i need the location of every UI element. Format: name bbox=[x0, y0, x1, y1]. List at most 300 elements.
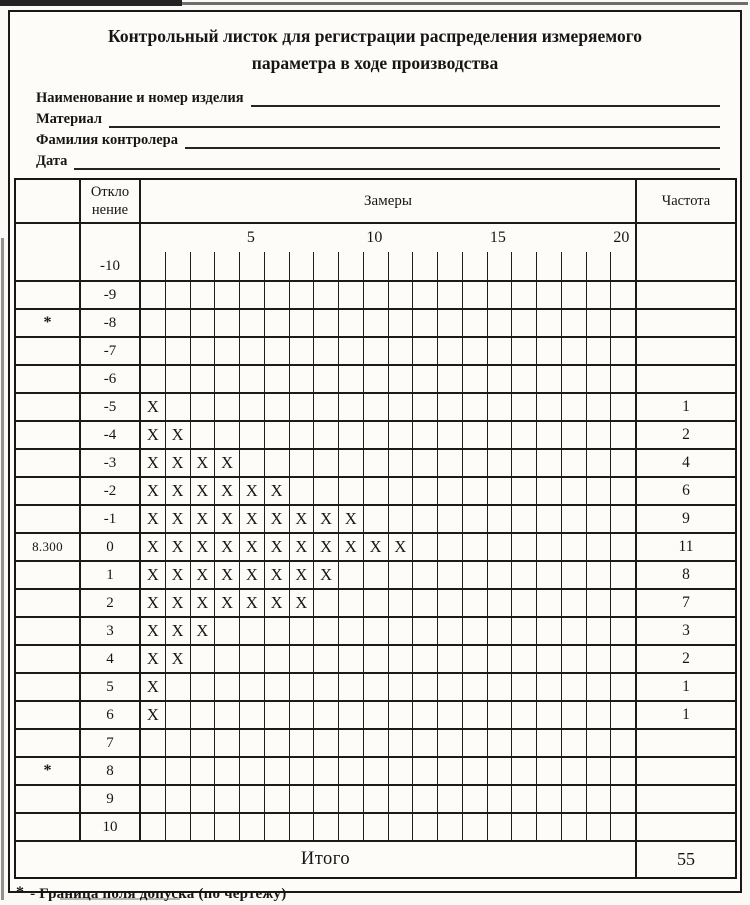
tally-empty-cell bbox=[412, 786, 437, 812]
tally-empty-cell bbox=[363, 562, 388, 588]
tally-empty-cell bbox=[388, 282, 413, 308]
tally-empty-cell bbox=[264, 450, 289, 476]
tally-empty-cell bbox=[610, 618, 635, 644]
tally-empty-cell bbox=[437, 814, 462, 840]
tally-empty-cell bbox=[536, 814, 561, 840]
tally-empty-cell bbox=[264, 674, 289, 700]
date-label: Дата bbox=[36, 153, 68, 170]
tally-empty-cell bbox=[511, 590, 536, 616]
deviation-value: 3 bbox=[79, 618, 139, 644]
tally-empty-cell bbox=[165, 310, 190, 336]
frequency-value bbox=[635, 786, 735, 812]
tally-empty-cell bbox=[487, 422, 512, 448]
tally-empty-cell bbox=[412, 674, 437, 700]
tally-empty-cell bbox=[586, 366, 611, 392]
tally-empty-cell bbox=[338, 814, 363, 840]
tally-empty-cell bbox=[610, 702, 635, 728]
tally-empty-cell bbox=[412, 478, 437, 504]
tally-mark-cell: X bbox=[264, 506, 289, 532]
tally-row-deviation-2 bbox=[16, 588, 735, 616]
tally-empty-cell bbox=[338, 674, 363, 700]
tally-empty-cell bbox=[214, 338, 239, 364]
footnote-asterisk: * bbox=[16, 884, 25, 902]
tally-mark-cell: X bbox=[146, 705, 159, 724]
tally-empty-cell bbox=[487, 366, 512, 392]
tally-empty-cell bbox=[462, 282, 487, 308]
deviation-value: -5 bbox=[79, 394, 139, 420]
measurement-grid bbox=[139, 730, 635, 756]
frequency-value: 9 bbox=[635, 506, 735, 532]
tally-empty-cell bbox=[487, 338, 512, 364]
measurement-grid bbox=[139, 252, 635, 280]
tally-empty-cell bbox=[388, 450, 413, 476]
tally-empty-cell bbox=[462, 422, 487, 448]
tally-empty-cell bbox=[239, 422, 264, 448]
tally-mark-cell: X bbox=[146, 621, 159, 640]
tally-empty-cell bbox=[190, 338, 215, 364]
frequency-value bbox=[635, 814, 735, 840]
frequency-value: 2 bbox=[635, 646, 735, 672]
tally-empty-cell bbox=[165, 366, 190, 392]
tally-empty-cell bbox=[338, 758, 363, 784]
tally-empty-cell bbox=[437, 758, 462, 784]
tally-empty-cell bbox=[511, 674, 536, 700]
tally-empty-cell bbox=[190, 282, 215, 308]
tally-empty-cell bbox=[412, 618, 437, 644]
tally-empty-cell bbox=[610, 282, 635, 308]
tally-empty-cell bbox=[239, 338, 264, 364]
tally-empty-cell bbox=[437, 506, 462, 532]
tally-mark-cell: X bbox=[239, 478, 264, 504]
measurement-grid bbox=[139, 702, 635, 728]
tally-empty-cell bbox=[437, 786, 462, 812]
marker-cell bbox=[16, 562, 79, 588]
tally-empty-cell bbox=[388, 310, 413, 336]
tally-empty-cell bbox=[610, 366, 635, 392]
scan-edge-line bbox=[182, 2, 748, 5]
marker-cell bbox=[16, 282, 79, 308]
tally-empty-cell bbox=[586, 506, 611, 532]
tally-empty-cell bbox=[239, 282, 264, 308]
tally-empty-cell bbox=[487, 252, 512, 280]
tally-empty-cell bbox=[289, 310, 314, 336]
tally-mark-cell: X bbox=[165, 646, 190, 672]
tally-empty-cell bbox=[338, 338, 363, 364]
tally-mark-cell: X bbox=[313, 534, 338, 560]
tally-empty-cell bbox=[165, 282, 190, 308]
tally-empty-cell bbox=[586, 730, 611, 756]
tally-mark-cell: X bbox=[146, 677, 159, 696]
tally-empty-cell bbox=[388, 674, 413, 700]
tally-mark-cell: X bbox=[146, 453, 159, 472]
tally-empty-cell bbox=[363, 646, 388, 672]
tally-empty-cell bbox=[511, 506, 536, 532]
tally-empty-cell bbox=[190, 786, 215, 812]
tally-empty-cell bbox=[214, 758, 239, 784]
material-label: Материал bbox=[36, 111, 103, 128]
tally-mark-cell: X bbox=[165, 618, 190, 644]
tally-empty-cell bbox=[141, 814, 165, 840]
tally-empty-cell bbox=[487, 646, 512, 672]
tally-empty-cell bbox=[190, 394, 215, 420]
tally-empty-cell bbox=[561, 366, 586, 392]
tally-empty-cell bbox=[586, 814, 611, 840]
tally-empty-cell bbox=[141, 758, 165, 784]
tally-mark-cell: X bbox=[289, 506, 314, 532]
tally-empty-cell bbox=[363, 478, 388, 504]
tally-mark-cell: X bbox=[190, 534, 215, 560]
tally-empty-cell bbox=[214, 702, 239, 728]
tally-empty-cell bbox=[462, 590, 487, 616]
scan-edge-artifact bbox=[0, 0, 182, 6]
product-name-blank-line bbox=[251, 92, 720, 107]
tally-empty-cell bbox=[214, 786, 239, 812]
tally-empty-cell bbox=[190, 702, 215, 728]
tally-empty-cell bbox=[561, 282, 586, 308]
tally-empty-cell bbox=[264, 786, 289, 812]
tally-mark-cell: X bbox=[146, 425, 159, 444]
tally-empty-cell bbox=[165, 674, 190, 700]
marker-cell bbox=[16, 646, 79, 672]
tally-empty-cell bbox=[586, 590, 611, 616]
tally-empty-cell bbox=[388, 702, 413, 728]
tally-empty-cell bbox=[313, 814, 338, 840]
tally-empty-cell bbox=[586, 450, 611, 476]
tally-empty-cell bbox=[289, 394, 314, 420]
tally-mark-cell: X bbox=[146, 481, 159, 500]
tally-empty-cell bbox=[511, 310, 536, 336]
tally-empty-cell bbox=[165, 394, 190, 420]
check-sheet-table bbox=[14, 178, 737, 879]
frequency-value: 4 bbox=[635, 450, 735, 476]
tally-empty-cell bbox=[388, 394, 413, 420]
table-header-row bbox=[16, 180, 735, 222]
tally-empty-cell bbox=[313, 282, 338, 308]
tally-empty-cell bbox=[239, 786, 264, 812]
tally-empty-cell bbox=[437, 534, 462, 560]
tally-empty-cell bbox=[536, 730, 561, 756]
tally-empty-cell bbox=[437, 310, 462, 336]
tally-mark-cell: X bbox=[313, 506, 338, 532]
tally-empty-cell bbox=[610, 730, 635, 756]
tally-empty-cell bbox=[412, 366, 437, 392]
tally-empty-cell bbox=[511, 786, 536, 812]
tally-empty-cell bbox=[437, 366, 462, 392]
tally-row-deviation--3 bbox=[16, 448, 735, 476]
tally-row-deviation--1 bbox=[16, 504, 735, 532]
tally-empty-cell bbox=[239, 646, 264, 672]
tally-empty-cell bbox=[338, 394, 363, 420]
tally-row-deviation-7 bbox=[16, 728, 735, 756]
tally-empty-cell bbox=[338, 450, 363, 476]
tally-empty-cell bbox=[363, 702, 388, 728]
tally-empty-cell bbox=[363, 730, 388, 756]
tally-empty-cell bbox=[141, 338, 165, 364]
deviation-value: -8 bbox=[79, 310, 139, 336]
tally-empty-cell bbox=[511, 478, 536, 504]
tally-row-deviation--9 bbox=[16, 280, 735, 308]
tally-empty-cell bbox=[561, 730, 586, 756]
tally-empty-cell bbox=[561, 394, 586, 420]
tally-empty-cell bbox=[141, 730, 165, 756]
frequency-value bbox=[635, 310, 735, 336]
scale-tick-5: 5 bbox=[246, 229, 255, 247]
tally-empty-cell bbox=[313, 730, 338, 756]
tally-empty-cell bbox=[561, 814, 586, 840]
tolerance-limit-asterisk: * bbox=[43, 314, 52, 332]
tally-empty-cell bbox=[511, 366, 536, 392]
tally-empty-cell bbox=[363, 450, 388, 476]
tally-empty-cell bbox=[462, 702, 487, 728]
tally-mark-cell: X bbox=[214, 506, 239, 532]
tally-empty-cell bbox=[289, 674, 314, 700]
tally-empty-cell bbox=[412, 562, 437, 588]
tally-empty-cell bbox=[437, 646, 462, 672]
deviation-header-line1: Откло bbox=[90, 184, 130, 201]
measurement-grid bbox=[139, 282, 635, 308]
tally-empty-cell bbox=[511, 646, 536, 672]
measurement-grid bbox=[139, 366, 635, 392]
tally-empty-cell bbox=[487, 730, 512, 756]
tally-empty-cell bbox=[610, 814, 635, 840]
tally-empty-cell bbox=[586, 394, 611, 420]
tally-empty-cell bbox=[412, 252, 437, 280]
tally-mark-cell: X bbox=[264, 478, 289, 504]
tally-empty-cell bbox=[363, 506, 388, 532]
tally-empty-cell bbox=[239, 310, 264, 336]
tally-empty-cell bbox=[363, 422, 388, 448]
tally-empty-cell bbox=[487, 786, 512, 812]
tally-row-deviation--6 bbox=[16, 364, 735, 392]
frequency-value bbox=[635, 338, 735, 364]
tally-empty-cell bbox=[511, 252, 536, 280]
tally-empty-cell bbox=[412, 758, 437, 784]
form-fields bbox=[36, 86, 720, 170]
tally-empty-cell bbox=[264, 252, 289, 280]
tally-empty-cell bbox=[511, 422, 536, 448]
tally-empty-cell bbox=[536, 534, 561, 560]
tally-empty-cell bbox=[214, 422, 239, 448]
tally-empty-cell bbox=[536, 562, 561, 588]
measurement-grid bbox=[139, 478, 635, 504]
tally-empty-cell bbox=[338, 282, 363, 308]
tally-empty-cell bbox=[190, 310, 215, 336]
tally-empty-cell bbox=[586, 252, 611, 280]
tally-empty-cell bbox=[214, 814, 239, 840]
tally-empty-cell bbox=[536, 646, 561, 672]
tally-empty-cell bbox=[536, 450, 561, 476]
tally-empty-cell bbox=[190, 366, 215, 392]
frequency-value: 8 bbox=[635, 562, 735, 588]
form-row-date bbox=[36, 149, 720, 170]
tally-empty-cell bbox=[536, 282, 561, 308]
tally-empty-cell bbox=[511, 730, 536, 756]
tally-rows bbox=[16, 252, 735, 840]
tally-mark-cell: X bbox=[190, 506, 215, 532]
measurement-grid bbox=[139, 534, 635, 560]
total-label: Итого bbox=[300, 849, 351, 870]
tally-empty-cell bbox=[462, 562, 487, 588]
tally-empty-cell bbox=[412, 338, 437, 364]
marker-cell bbox=[16, 506, 79, 532]
form-row-inspector bbox=[36, 128, 720, 149]
deviation-value: -3 bbox=[79, 450, 139, 476]
tally-row-deviation-10 bbox=[16, 812, 735, 840]
marker-cell bbox=[16, 394, 79, 420]
tally-empty-cell bbox=[462, 338, 487, 364]
tally-empty-cell bbox=[610, 786, 635, 812]
tally-empty-cell bbox=[536, 590, 561, 616]
scale-row-frequency-cell bbox=[635, 224, 735, 252]
tally-empty-cell bbox=[313, 786, 338, 812]
tally-mark-cell: X bbox=[165, 590, 190, 616]
tally-empty-cell bbox=[214, 646, 239, 672]
tally-empty-cell bbox=[190, 674, 215, 700]
tally-mark-cell: X bbox=[289, 590, 314, 616]
tally-empty-cell bbox=[610, 478, 635, 504]
tally-empty-cell bbox=[586, 282, 611, 308]
tally-mark-cell: X bbox=[190, 450, 215, 476]
tally-row-deviation--8 bbox=[16, 308, 735, 336]
tally-empty-cell bbox=[586, 562, 611, 588]
tally-empty-cell bbox=[313, 310, 338, 336]
tally-mark-cell: X bbox=[146, 397, 159, 416]
tally-empty-cell bbox=[536, 310, 561, 336]
tally-empty-cell bbox=[289, 478, 314, 504]
tally-empty-cell bbox=[462, 310, 487, 336]
tally-empty-cell bbox=[363, 758, 388, 784]
tally-empty-cell bbox=[239, 758, 264, 784]
tolerance-limit-asterisk: * bbox=[43, 762, 52, 780]
tally-empty-cell bbox=[561, 478, 586, 504]
frequency-value bbox=[635, 366, 735, 392]
measurement-grid bbox=[139, 394, 635, 420]
inspector-label: Фамилия контролера bbox=[36, 132, 178, 149]
tally-mark-cell: X bbox=[264, 562, 289, 588]
marker-cell bbox=[16, 814, 79, 840]
deviation-value: -1 bbox=[79, 506, 139, 532]
frequency-value: 3 bbox=[635, 618, 735, 644]
scale-tick-15: 15 bbox=[489, 229, 506, 247]
tally-empty-cell bbox=[239, 394, 264, 420]
tally-empty-cell bbox=[511, 562, 536, 588]
tally-empty-cell bbox=[412, 310, 437, 336]
tally-empty-cell bbox=[536, 506, 561, 532]
frequency-value: 7 bbox=[635, 590, 735, 616]
tally-empty-cell bbox=[462, 450, 487, 476]
tally-empty-cell bbox=[536, 674, 561, 700]
footnote-text: - Граница поля допуска (по чертежу) bbox=[30, 886, 287, 903]
marker-cell bbox=[16, 590, 79, 616]
tally-mark-cell: X bbox=[264, 590, 289, 616]
tally-mark-cell: X bbox=[289, 534, 314, 560]
tally-empty-cell bbox=[264, 338, 289, 364]
tally-empty-cell bbox=[586, 338, 611, 364]
tally-empty-cell bbox=[190, 646, 215, 672]
form-row-product bbox=[36, 86, 720, 107]
frequency-value: 2 bbox=[635, 422, 735, 448]
tally-empty-cell bbox=[437, 618, 462, 644]
tally-empty-cell bbox=[313, 478, 338, 504]
marker-cell bbox=[16, 758, 79, 784]
tally-empty-cell bbox=[462, 366, 487, 392]
tally-empty-cell bbox=[610, 590, 635, 616]
tally-empty-cell bbox=[586, 618, 611, 644]
tally-empty-cell bbox=[264, 282, 289, 308]
tally-empty-cell bbox=[536, 422, 561, 448]
tally-empty-cell bbox=[214, 394, 239, 420]
tally-empty-cell bbox=[511, 814, 536, 840]
tally-empty-cell bbox=[289, 282, 314, 308]
marker-cell bbox=[16, 422, 79, 448]
tally-empty-cell bbox=[313, 618, 338, 644]
tally-empty-cell bbox=[511, 618, 536, 644]
tally-empty-cell bbox=[561, 534, 586, 560]
deviation-column-header bbox=[79, 180, 139, 222]
tally-empty-cell bbox=[289, 730, 314, 756]
tally-empty-cell bbox=[338, 366, 363, 392]
tally-empty-cell bbox=[313, 366, 338, 392]
tally-empty-cell bbox=[586, 758, 611, 784]
tally-empty-cell bbox=[487, 478, 512, 504]
deviation-value: 5 bbox=[79, 674, 139, 700]
tally-empty-cell bbox=[610, 338, 635, 364]
tally-empty-cell bbox=[289, 758, 314, 784]
tally-empty-cell bbox=[437, 730, 462, 756]
tally-empty-cell bbox=[610, 506, 635, 532]
tally-empty-cell bbox=[536, 618, 561, 644]
frequency-value bbox=[635, 282, 735, 308]
tally-empty-cell bbox=[363, 786, 388, 812]
tally-empty-cell bbox=[586, 478, 611, 504]
marker-cell bbox=[16, 310, 79, 336]
measurement-grid bbox=[139, 562, 635, 588]
tally-empty-cell bbox=[511, 702, 536, 728]
tally-empty-cell bbox=[264, 394, 289, 420]
tally-mark-cell: X bbox=[289, 562, 314, 588]
title-line-1: Контрольный листок для регистрации распределения измеряемого bbox=[108, 26, 642, 46]
tally-empty-cell bbox=[289, 366, 314, 392]
scale-row bbox=[16, 222, 735, 252]
marker-cell bbox=[16, 478, 79, 504]
tally-empty-cell bbox=[388, 366, 413, 392]
frequency-value: 6 bbox=[635, 478, 735, 504]
tally-empty-cell bbox=[190, 814, 215, 840]
tally-mark-cell: X bbox=[190, 478, 215, 504]
tally-empty-cell bbox=[388, 506, 413, 532]
tally-empty-cell bbox=[561, 562, 586, 588]
deviation-value: 8 bbox=[79, 758, 139, 784]
frequency-value bbox=[635, 730, 735, 756]
tally-empty-cell bbox=[214, 618, 239, 644]
measurement-grid bbox=[139, 590, 635, 616]
tally-empty-cell bbox=[338, 422, 363, 448]
tally-empty-cell bbox=[412, 702, 437, 728]
scale-tick-20: 20 bbox=[613, 229, 630, 247]
measurements-column-header: Замеры bbox=[139, 180, 635, 222]
tally-empty-cell bbox=[388, 646, 413, 672]
tally-empty-cell bbox=[338, 786, 363, 812]
tally-empty-cell bbox=[264, 422, 289, 448]
deviation-value: -7 bbox=[79, 338, 139, 364]
tally-empty-cell bbox=[289, 786, 314, 812]
tally-empty-cell bbox=[289, 338, 314, 364]
tally-empty-cell bbox=[412, 590, 437, 616]
deviation-value: 9 bbox=[79, 786, 139, 812]
tally-empty-cell bbox=[165, 758, 190, 784]
tally-empty-cell bbox=[412, 534, 437, 560]
tally-empty-cell bbox=[190, 422, 215, 448]
